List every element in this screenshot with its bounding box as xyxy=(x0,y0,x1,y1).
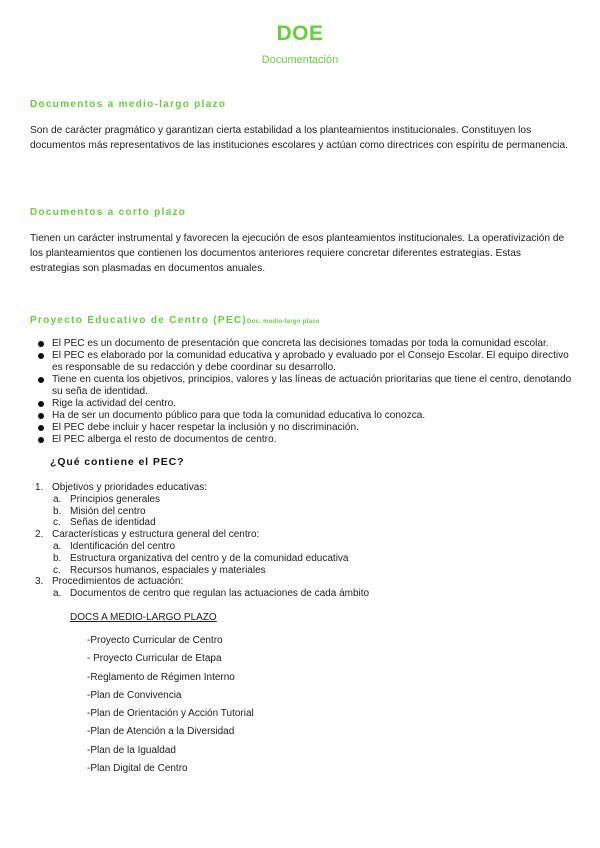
page-subtitle: Documentación xyxy=(261,54,339,66)
list-item: -Proyecto Curricular de Centro xyxy=(87,635,223,646)
list-item: El PEC es elaborado por la comunidad educativa y aprobado y evaluado por el Consejo Escolar. El equipo directivo es responsable de su redacción y debe coordinar su desarrollo. xyxy=(38,350,578,374)
list-item: Rige la actividad del centro. xyxy=(38,398,578,410)
list-item: -Plan de Orientación y Acción Tutorial xyxy=(87,708,254,720)
list-item: El PEC debe incluir y hacer respetar la inclusión y no discriminación. xyxy=(38,422,578,434)
pec-contents-list xyxy=(35,482,575,600)
list-subitem: c. Recursos humanos, espaciales y materiales xyxy=(53,564,266,576)
heading-pec-text: Proyecto Educativo de Centro (PEC) xyxy=(30,315,248,326)
bullet-icon xyxy=(38,413,44,419)
list-item: -Reglamento de Régimen Interno xyxy=(87,671,235,683)
list-item: El PEC es un documento de presentación que concreta las decisiones tomadas por toda la comunidad escolar. xyxy=(38,338,578,350)
heading-pec-note: Doc. medio-largo plazo xyxy=(247,319,320,325)
list-item: - Proyecto Curricular de Etapa xyxy=(87,653,222,665)
list-item: 3. Procedimientos de actuación: xyxy=(35,576,184,588)
pec-question-heading: ¿Qué contiene el PEC? xyxy=(50,456,185,468)
list-subitem: a. Identificación del centro xyxy=(53,540,176,552)
bullet-icon xyxy=(38,377,44,383)
list-item: Ha de ser un documento público para que toda la comunidad educativa lo conozca. xyxy=(38,410,578,422)
paragraph-corto-plazo: Tienen un carácter instrumental y favorecen la ejecución de esos planteamientos institucionales. La operativización de los planteamientos que contienen los documentos anteriores requiere concretar diferentes estrategias. Estas estrategias son plasmadas en documentos anuales. xyxy=(30,233,565,274)
bullet-icon xyxy=(38,341,44,347)
list-item: Tiene en cuenta los objetivos, principios, valores y las líneas de actuación prioritarias que tiene el centro, denotando su seña de identidad. xyxy=(38,374,578,398)
heading-medio-largo-plazo: Documentos a medio-largo plazo xyxy=(30,99,227,110)
list-item: -Plan Digital de Centro xyxy=(87,763,188,775)
list-item: -Plan de la Igualdad xyxy=(87,744,176,756)
list-subitem: a. Documentos de centro que regulan las actuaciones de cada ámbito xyxy=(53,588,370,600)
list-item: -Plan de Convivencia xyxy=(87,689,182,701)
bullet-icon xyxy=(38,425,44,431)
list-subitem: c. Señas de identidad xyxy=(53,517,156,529)
docs-list xyxy=(87,632,254,778)
page-title: DOE xyxy=(276,22,324,45)
list-subitem: b. Misión del centro xyxy=(53,505,146,517)
list-item: -Plan de Atención a la Diversidad xyxy=(87,726,235,738)
list-item: 1. Objetivos y prioridades educativas: xyxy=(35,482,208,493)
heading-corto-plazo: Documentos a corto plazo xyxy=(30,207,187,218)
bullet-icon xyxy=(38,353,44,359)
bullet-icon xyxy=(38,401,44,407)
heading-pec xyxy=(30,315,320,326)
list-item: El PEC alberga el resto de documentos de centro. xyxy=(38,434,578,446)
bullet-icon xyxy=(38,437,44,443)
list-subitem: a. Principios generales xyxy=(53,493,161,505)
list-item: 2. Características y estructura general del centro: xyxy=(35,529,260,541)
paragraph-medio-largo-plazo: Son de carácter pragmático y garantizan cierta estabilidad a los planteamientos institucionales. Constituyen los documentos más representativos de las instituciones escolares y actúan como directrices con espíritu de permanencia. xyxy=(30,125,568,151)
list-subitem: b. Estructura organizativa del centro y de la comunidad educativa xyxy=(53,552,349,564)
docs-heading: DOCS A MEDIO-LARGO PLAZO xyxy=(70,612,217,623)
pec-bullet-list xyxy=(38,338,578,446)
